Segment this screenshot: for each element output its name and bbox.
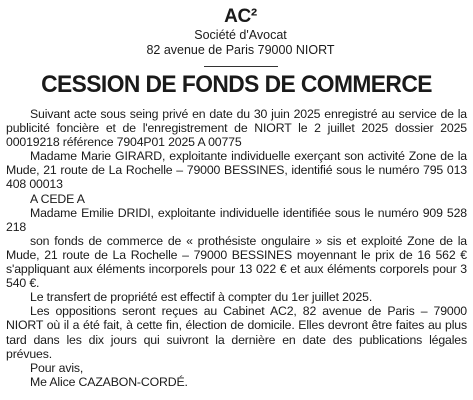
paragraph-business: son fonds de commerce de « prothésiste ongulaire » sis et exploité Zone de la Mude, 21 route de La Rochelle – 79000 BESSINES moyennant le prix de 16 562 € s'appliquant aux éléments incorporels pour 13 022 € et aux éléments corporels pour 3 540 €. bbox=[6, 233, 467, 291]
notice-title: CESSION DE FONDS DE COMMERCE bbox=[41, 71, 432, 98]
firm-address: 82 avenue de Paris 79000 NIORT bbox=[146, 43, 335, 57]
paragraph-buyer: Madame Emilie DRIDI, exploitante individuelle identifiée sous le numéro 909 528 218 bbox=[6, 205, 467, 234]
divider bbox=[204, 66, 278, 67]
paragraph-oppositions: Les oppositions seront reçues au Cabinet AC2, 82 avenue de Paris – 79000 NIORT où il a été fait, à cette fin, élection de domicile. Elles devront être faites au plus tard dans les dix jours qui suivront la dernière en date des publications légales prévues. bbox=[6, 304, 467, 361]
paragraph-ceded: A CEDE A bbox=[30, 191, 85, 206]
paragraph-transfer: Le transfert de propriété est effectif à compter du 1er juillet 2025. bbox=[30, 290, 373, 305]
notice-body bbox=[6, 107, 467, 389]
signature: Me Alice CAZABON-CORDÉ. bbox=[30, 374, 188, 389]
paragraph-seller: Madame Marie GIRARD, exploitante individuelle exerçant son activité Zone de la Mude, 21 route de La Rochelle – 79000 BESSINES, identifié sous le numéro 795 013 408 00013 bbox=[6, 149, 467, 192]
paragraph-closing: Pour avis, bbox=[30, 360, 84, 375]
firm-name: Société d'Avocat bbox=[194, 28, 287, 42]
firm-logo: AC² bbox=[224, 6, 257, 27]
paragraph-deed: Suivant acte sous seing privé en date du 30 juin 2025 enregistré au service de la publicité foncière et de l'enregistrement de NIORT le 2 juillet 2025 dossier 2025 00019218 référence 7904P01 2025 A 00775 bbox=[6, 107, 467, 150]
